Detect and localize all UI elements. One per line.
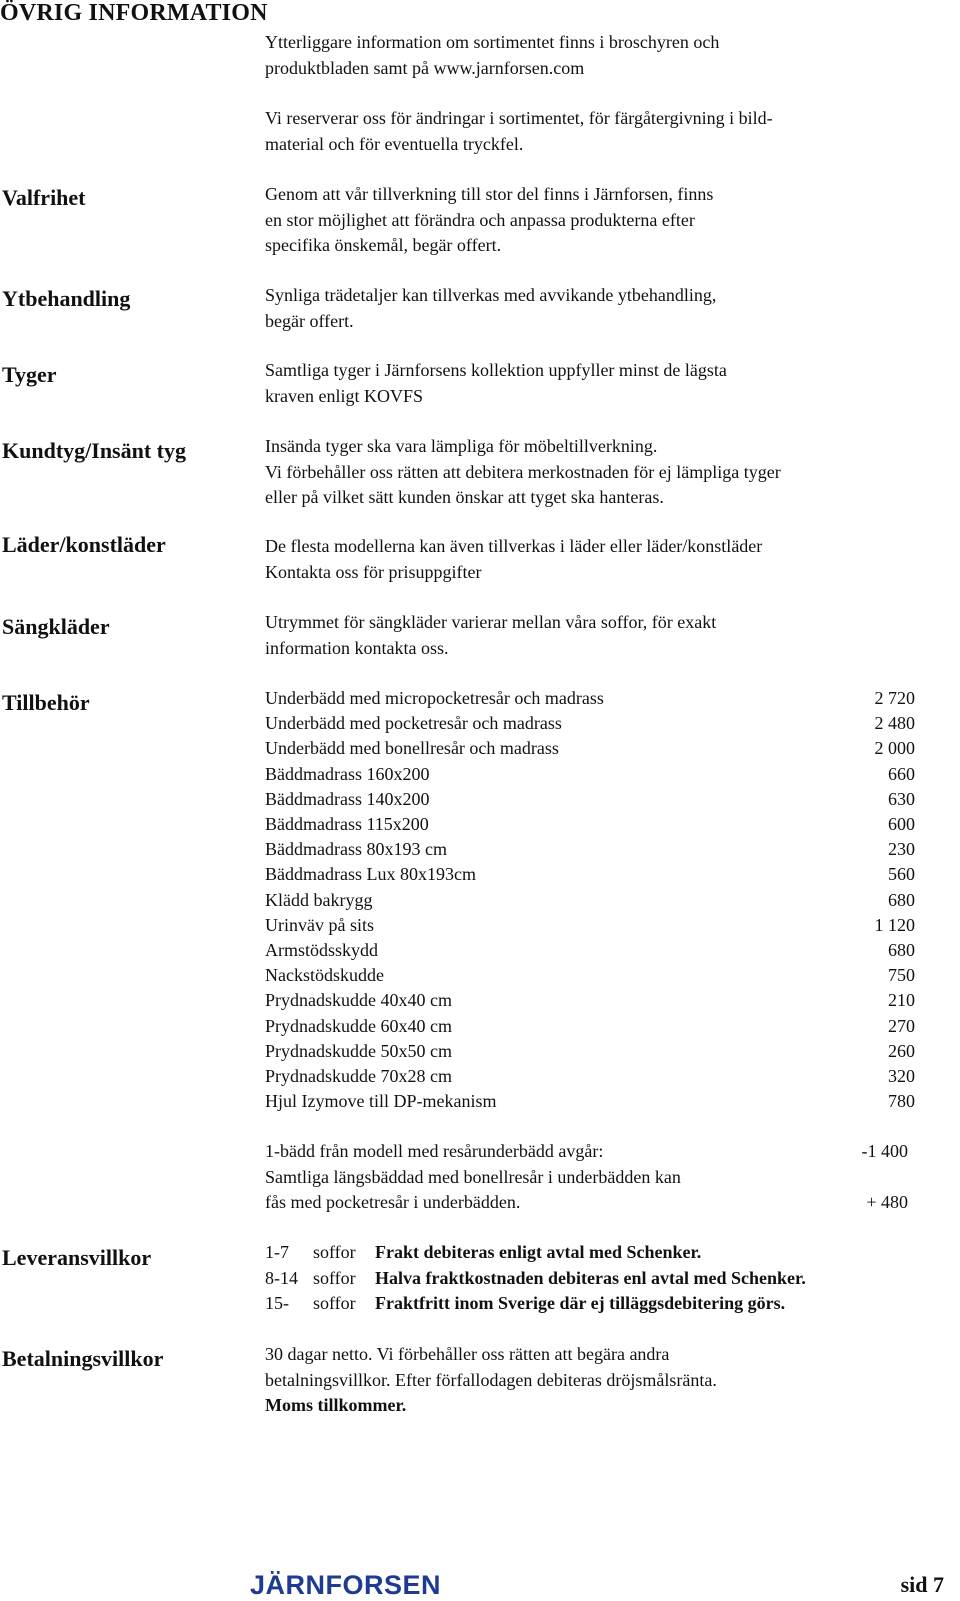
price-list-row	[265, 963, 915, 989]
item-price: 600	[888, 814, 915, 834]
valfrihet-line: Genom att vår tillverkning till stor del finns i Järnforsen, finns	[265, 184, 714, 204]
label-sangklader: Sängkläder	[2, 614, 110, 639]
price-list-row	[265, 862, 915, 888]
price-list-row	[265, 1064, 915, 1090]
item-name: Prydnadskudde 60x40 cm	[265, 1015, 452, 1036]
item-price: 1 120	[874, 914, 915, 935]
item-price: 2 000	[874, 738, 915, 759]
price-list-row	[265, 988, 915, 1014]
page-title: ÖVRIG INFORMATION	[0, 0, 268, 26]
item-name: Prydnadskudde 70x28 cm	[265, 1066, 452, 1086]
delivery-terms: Fraktfritt inom Sverige där ej tilläggsdebitering görs.	[375, 1293, 786, 1314]
item-price: 260	[888, 1040, 915, 1061]
disclaimer-text	[265, 106, 955, 157]
label-betalningsvillkor: Betalningsvillkor	[2, 1346, 164, 1371]
item-name: Underbädd med bonellresår och madrass	[265, 738, 559, 759]
item-name: Bäddmadrass 115x200	[265, 814, 429, 834]
price-list-row	[265, 938, 915, 964]
valfrihet-line: specifika önskemål, begär offert.	[265, 235, 502, 256]
price-list-row	[265, 888, 915, 914]
item-price: 230	[888, 839, 915, 860]
label-valfrihet: Valfrihet	[2, 185, 86, 210]
sangklader-line: information kontakta oss.	[265, 637, 449, 658]
intro-text	[265, 30, 955, 81]
item-name: Underbädd med pocketresår och madrass	[265, 713, 562, 734]
sangklader-text	[265, 610, 955, 661]
price-list-row	[265, 913, 915, 939]
deduction-row	[265, 1139, 908, 1165]
ytbehandling-line: Synliga trädetaljer kan tillverkas med avvikande ytbehandling,	[265, 285, 717, 305]
deduction-price: -1 400	[861, 1141, 908, 1161]
item-price: 560	[888, 864, 915, 885]
item-name: Prydnadskudde 50x50 cm	[265, 1040, 452, 1061]
item-price: 2 720	[874, 688, 915, 708]
item-price: 270	[888, 1015, 915, 1036]
label-lader: Läder/konstläder	[2, 532, 166, 557]
delivery-unit: soffor	[313, 1267, 356, 1288]
delivery-range: 8-14	[265, 1267, 298, 1288]
tyger-line: kraven enligt KOVFS	[265, 385, 423, 406]
item-name: Nackstödskudde	[265, 965, 384, 986]
label-kundtyg: Kundtyg/Insänt tyg	[2, 438, 187, 463]
lader-line: Kontakta oss för prisuppgifter	[265, 561, 482, 582]
lader-text	[265, 534, 955, 585]
price-list-row	[265, 736, 915, 762]
price-list-row	[265, 787, 915, 813]
tyger-line: Samtliga tyger i Järnforsens kollektion uppfyller minst de lägsta	[265, 360, 727, 380]
upgrade-text: fås med pocketresår i underbädden.	[265, 1192, 521, 1213]
valfrihet-text	[265, 182, 955, 259]
upgrade-note-row	[265, 1165, 908, 1191]
price-list-row	[265, 1089, 915, 1115]
ytbehandling-line: begär offert.	[265, 310, 354, 331]
valfrihet-line: en stor möjlighet att förändra och anpassa produkterna efter	[265, 209, 695, 230]
item-name: Klädd bakrygg	[265, 889, 373, 910]
tyger-text	[265, 358, 955, 409]
kundtyg-line: Insända tyger ska vara lämpliga för möbeltillverkning.	[265, 436, 658, 456]
upgrade-row	[265, 1190, 908, 1216]
price-list-row	[265, 762, 915, 788]
delivery-range: 15-	[265, 1293, 289, 1314]
payment-line: 30 dagar netto. Vi förbehåller oss rätten att begära andra	[265, 1344, 670, 1364]
disclaimer-line: material och för eventuella tryckfel.	[265, 133, 524, 154]
label-leveransvillkor: Leveransvillkor	[2, 1245, 152, 1270]
item-price: 780	[888, 1091, 915, 1112]
intro-line: produktbladen samt på www.jarnforsen.com	[265, 57, 585, 78]
item-name: Prydnadskudde 40x40 cm	[265, 990, 452, 1011]
ytbehandling-text	[265, 283, 955, 334]
delivery-unit: soffor	[313, 1293, 356, 1314]
payment-line: betalningsvillkor. Efter förfallodagen debiteras dröjsmålsränta.	[265, 1369, 717, 1390]
lader-line: De flesta modellerna kan även tillverkas i läder eller läder/konstläder	[265, 536, 763, 556]
deduction-text: 1-bädd från modell med resårunderbädd avgår:	[265, 1141, 604, 1161]
item-price: 210	[888, 990, 915, 1011]
kundtyg-line: eller på vilket sätt kunden önskar att tyget ska hanteras.	[265, 487, 664, 508]
page-number: sid 7	[900, 1572, 944, 1597]
item-price: 750	[888, 965, 915, 986]
upgrade-price: + 480	[866, 1192, 908, 1213]
item-name: Underbädd med micropocketresår och madrass	[265, 688, 604, 708]
item-price: 2 480	[874, 713, 915, 734]
item-price: 660	[888, 763, 915, 784]
label-tyger: Tyger	[2, 362, 57, 387]
price-list-row	[265, 711, 915, 737]
item-price: 680	[888, 889, 915, 910]
price-list-row	[265, 1039, 915, 1065]
item-name: Urinväv på sits	[265, 914, 374, 935]
upgrade-note-text: Samtliga längsbäddad med bonellresår i underbädden kan	[265, 1166, 681, 1187]
item-name: Hjul Izymove till DP-mekanism	[265, 1091, 497, 1112]
price-list-row	[265, 812, 915, 838]
label-tillbehor: Tillbehör	[2, 690, 90, 715]
delivery-unit: soffor	[313, 1242, 356, 1262]
vat-notice: Moms tillkommer.	[265, 1395, 407, 1416]
item-price: 630	[888, 788, 915, 809]
delivery-terms: Frakt debiteras enligt avtal med Schenker.	[375, 1242, 702, 1262]
delivery-terms: Halva fraktkostnaden debiteras enl avtal med Schenker.	[375, 1267, 806, 1288]
price-list-row	[265, 837, 915, 863]
item-name: Bäddmadrass Lux 80x193cm	[265, 864, 476, 885]
item-name: Bäddmadrass 140x200	[265, 788, 430, 809]
kundtyg-text	[265, 434, 955, 511]
label-ytbehandling: Ytbehandling	[2, 286, 131, 311]
payment-text	[265, 1342, 955, 1419]
item-price: 680	[888, 940, 915, 960]
kundtyg-line: Vi förbehåller oss rätten att debitera merkostnaden för ej lämpliga tyger	[265, 461, 781, 482]
item-name: Armstödsskydd	[265, 940, 379, 960]
intro-line: Ytterliggare information om sortimentet finns i broschyren och	[265, 32, 720, 52]
item-name: Bäddmadrass 80x193 cm	[265, 839, 447, 860]
price-list-row	[265, 686, 915, 712]
company-logo: JÄRNFORSEN	[250, 1570, 442, 1600]
item-price: 320	[888, 1066, 915, 1086]
price-list-row	[265, 1014, 915, 1040]
disclaimer-line: Vi reserverar oss för ändringar i sortimentet, för färgåtergivning i bild-	[265, 108, 773, 128]
sangklader-line: Utrymmet för sängkläder varierar mellan våra soffor, för exakt	[265, 612, 717, 632]
item-name: Bäddmadrass 160x200	[265, 763, 430, 784]
delivery-range: 1-7	[265, 1242, 289, 1262]
